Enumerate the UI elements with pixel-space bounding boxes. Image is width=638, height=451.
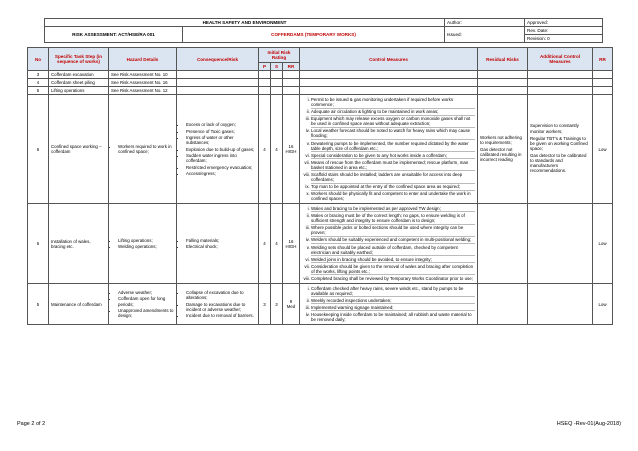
- hazard-list: [111, 290, 174, 318]
- additional-text: Supervision to constantly monitor workers;: [530, 123, 579, 134]
- row-no: 5: [28, 284, 49, 325]
- list-item: • Cofferdam open for long periods;: [118, 296, 174, 306]
- additional-text: Gas detector to be calibrated to standards and manufacturers recommendations.: [530, 152, 587, 174]
- revision-label: Revision: 0: [525, 35, 603, 43]
- risk-rr: 16 HIGH: [283, 204, 300, 284]
- consequence-list: [179, 122, 256, 176]
- list-item: vii. Consideration should be given to the removal of wales and bracing after completion of the works, lifting points etc.;: [311, 264, 475, 276]
- additional-text: Regular TBT’s & Trainings to be given on working Confined space;: [530, 135, 588, 151]
- row-hazard: See Risk Assessment No. 10: [109, 71, 177, 79]
- list-item: • Explosion due to build-up of gases;: [186, 147, 256, 152]
- document-header: [44, 18, 603, 43]
- col-control: Control Measures: [300, 48, 478, 71]
- list-item: i. Cofferdam checked after heavy rains, severe winds etc., stand by pumps to be available as required;: [311, 286, 475, 298]
- col-s: S: [271, 63, 283, 71]
- row-task: Installation of wales, bracing etc.: [49, 204, 109, 284]
- row-hazard: See Risk Assessment No. 16: [109, 79, 177, 87]
- consequence-list: [179, 238, 256, 250]
- row-no: 5: [28, 87, 49, 95]
- control-list: [302, 286, 475, 323]
- table-row: [28, 95, 613, 204]
- list-item: • Access/egress;: [186, 171, 256, 176]
- list-item: iv. Housekeeping inside cofferdam to be maintained; all rubbish and waste material to be removed daily;: [311, 312, 475, 323]
- risk-rr: 16 HIGH: [283, 95, 300, 204]
- author-label: Author:: [445, 19, 525, 27]
- row-task: Maintenance of cofferdam: [49, 284, 109, 325]
- risk-assessment-ref: RISK ASSESSMENT: ACT/HSE/RA 001: [45, 27, 183, 43]
- list-item: • Ingress of water or other substances;: [186, 135, 256, 145]
- row-task: Lifting operations: [49, 87, 109, 95]
- hazard-list: [111, 238, 174, 250]
- list-item: i. Permit to be issued & gas monitoring undertaken if required before works commence;: [311, 97, 475, 109]
- risk-s: 4: [271, 204, 283, 284]
- row-task: Confined space working – cofferdam: [49, 95, 109, 204]
- table-row: [28, 204, 613, 284]
- row-task: Cofferdam sheet piling: [49, 79, 109, 87]
- col-consequence: Consequence/Risk: [177, 48, 259, 71]
- risk-p: 4: [259, 204, 271, 284]
- list-item: • Excess or lack of oxygen;: [186, 122, 256, 127]
- list-item: viii. Scaffold stairs should be installed; ladders are unsuitable for access into deep cofferdams;: [311, 172, 475, 184]
- list-item: • Workers required to work in confined space;: [118, 144, 174, 154]
- hazard-list: [111, 144, 174, 154]
- control-list: [302, 97, 475, 202]
- list-item: • Adverse weather;: [118, 290, 174, 295]
- control-list: [302, 206, 475, 281]
- list-item: x. Workers should be physically fit and competent to enter and undertake the work in confined spaces;: [311, 191, 475, 202]
- approved-label: Approved:: [525, 19, 603, 27]
- list-item: iii. Implemented warning signage maintained;: [311, 305, 475, 311]
- list-item: • Sudden water ingress into cofferdam;: [186, 153, 256, 163]
- col-rr-final: RR: [593, 48, 613, 71]
- list-item: v. Dewatering pumps to be implemented, the number required dictated by the water table depth, size of cofferdam etc.;: [311, 141, 475, 153]
- issued-label: Issued:: [445, 27, 525, 43]
- activity-title: COFFERDAMS (TEMPORARY WORKS): [183, 27, 445, 43]
- list-item: i. Wales and bracing to be implemented as per approved TW design;: [311, 206, 475, 212]
- col-initial-risk: Initial Risk Rating: [259, 48, 300, 63]
- col-p: P: [259, 63, 271, 71]
- col-residual: Residual Risks: [478, 48, 528, 71]
- risk-table: [27, 47, 613, 325]
- list-item: • Falling materials;: [186, 238, 256, 243]
- risk-rr: 9 Med: [283, 284, 300, 325]
- list-item: • Restricted emergency evacuation;: [186, 165, 256, 170]
- col-no: No: [28, 48, 49, 71]
- list-item: • Damage to excavations due to incident or adverse weather;: [186, 302, 256, 312]
- list-item: • Collapse of excavation due to alterations;: [186, 290, 256, 300]
- list-item: v. Welding sets should be placed outside of cofferdam, checked by competent electrician and suitably earthed;: [311, 245, 475, 257]
- list-item: • Incident due to removal of barriers.: [186, 313, 256, 318]
- col-hazard: Hazard Details: [109, 48, 177, 71]
- rev-date-label: Rev. Date:: [525, 27, 603, 35]
- table-row: [28, 284, 613, 325]
- row-task: Cofferdam excavation: [49, 71, 109, 79]
- list-item: vi. Special consideration to be given to any hot works inside a cofferdam;: [311, 153, 475, 159]
- table-row: [28, 71, 613, 79]
- document-reference: HSEQ -Rev-01(Aug-2018): [556, 421, 621, 427]
- table-row: [28, 87, 613, 95]
- risk-rr-final: Low: [593, 284, 613, 325]
- col-task: Specific Task Step (in sequence of works): [49, 48, 109, 71]
- list-item: ii. Adequate air circulation & lighting to be maintained in work areas;: [311, 109, 475, 115]
- list-item: • Lifting operations;: [118, 238, 174, 243]
- row-no: 4: [28, 79, 49, 87]
- residual-text: Gas detector not calibrated resulting in incorrect reading: [480, 146, 522, 163]
- list-item: vi. Welded joins in bracing should be avoided, to ensure integrity;: [311, 257, 475, 263]
- list-item: • Welding operations;: [118, 244, 174, 249]
- list-item: • Presence of Toxic gases;: [186, 129, 256, 134]
- risk-rr-final: Low: [593, 95, 613, 204]
- list-item: ix. Top man to be appointed at the entry of the confined space area as required;: [311, 184, 475, 190]
- risk-p: 4: [259, 95, 271, 204]
- row-no: 6: [28, 95, 49, 204]
- list-item: iii. Where possible jacks or bolted sections should be used where integrity can be proven;: [311, 225, 475, 237]
- list-item: iv. Welders should be suitably experienced and competent in multi-positional welding;: [311, 237, 475, 243]
- table-row: [28, 79, 613, 87]
- risk-rr-final: Low: [593, 204, 613, 284]
- risk-p: 3: [259, 284, 271, 325]
- consequence-list: [179, 290, 256, 318]
- residual-text: Workers not adhering to requirements;: [480, 134, 522, 145]
- header-title: HEALTH SAFETY AND ENVIRONMENT: [45, 19, 445, 27]
- col-additional: Additional Control Measures: [528, 48, 593, 71]
- row-hazard: See Risk Assessment No. 12: [109, 87, 177, 95]
- list-item: • Electrical shock;: [186, 244, 256, 249]
- col-rr: RR: [283, 63, 300, 71]
- list-item: viii. Completed bracing shall be reviewed by Temporary Works Coordinator prior to use;: [311, 276, 475, 281]
- risk-s: 4: [271, 95, 283, 204]
- list-item: iii. Equipment which may release excess oxygen or carbon monoxide gases shall not be used in confined space areas without adequate extraction;: [311, 116, 475, 128]
- row-no: 6: [28, 204, 49, 284]
- row-no: 3: [28, 71, 49, 79]
- risk-s: 3: [271, 284, 283, 325]
- list-item: vii. Means of rescue from the cofferdam must be implemented; rescue platform, man basket stationed in area etc.;: [311, 160, 475, 172]
- page-number: Page 2 of 2: [17, 421, 46, 427]
- list-item: ii. Wales or bracing must be of the correct length; no gaps, to ensure welding is of sufficient strength and integrity to ensure cofferdam is to design;: [311, 213, 475, 225]
- list-item: • Unapproved amendments to design;: [118, 308, 174, 318]
- list-item: iv. Local weather forecast should be noted to watch for heavy rains which may cause flooding;: [311, 128, 475, 140]
- list-item: ii. Weekly recorded inspections undertaken;: [311, 298, 475, 304]
